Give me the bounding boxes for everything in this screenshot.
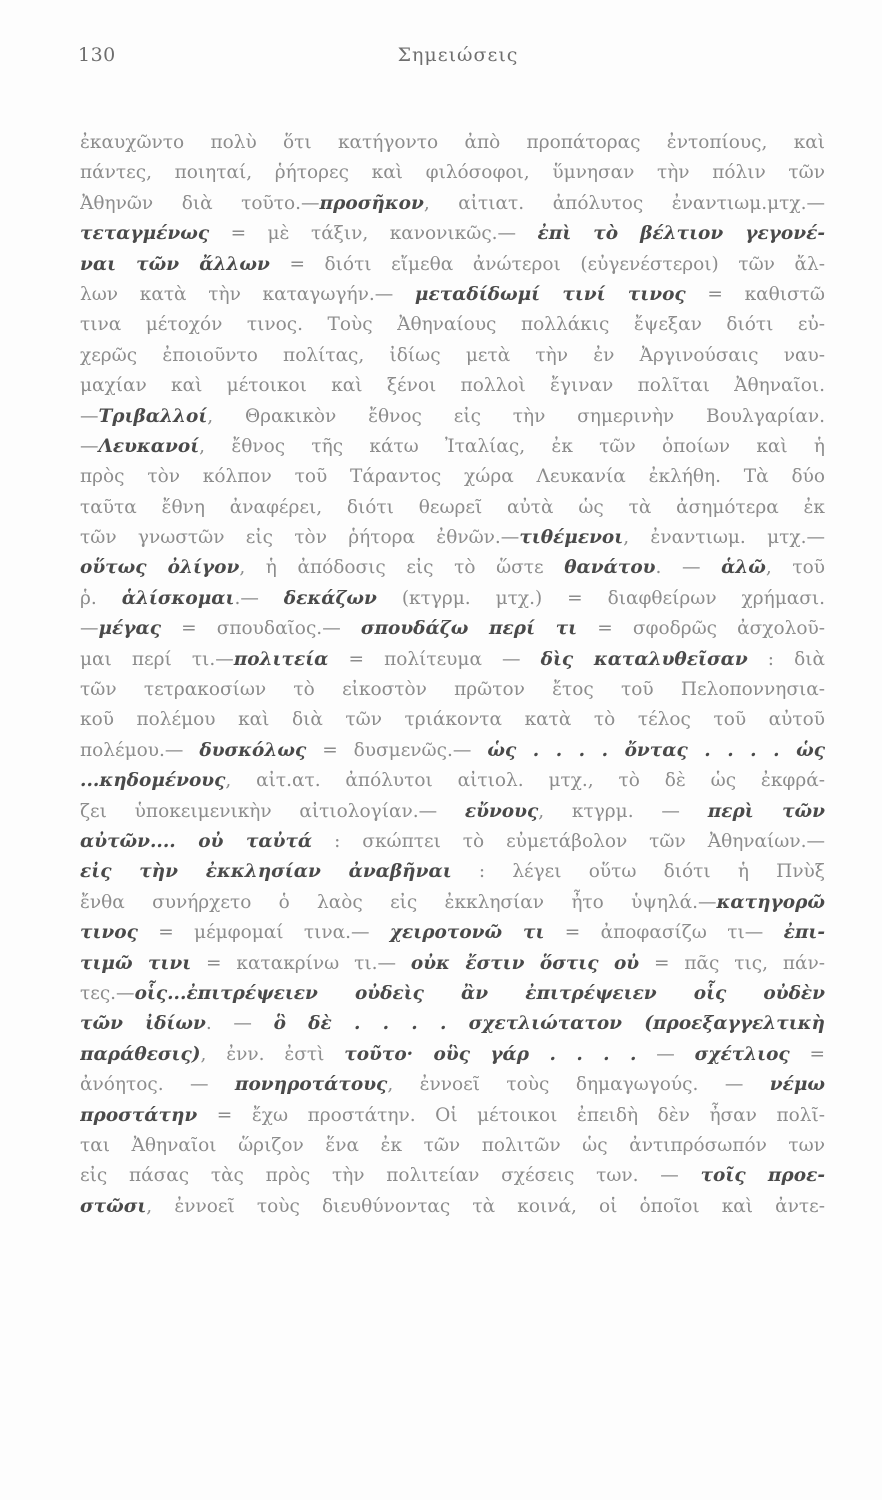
- gloss-text: : διὰ: [747, 648, 825, 670]
- text-line: [80, 1070, 825, 1100]
- gloss-text: εἰς πάσας τὰς πρὸς τὴν πολιτείαν σχέσεις των. —: [80, 1165, 701, 1187]
- gloss-text: , Θρακικὸν ἔθνος εἰς τὴν σημερινὴν Βουλγαρίαν.: [207, 405, 825, 427]
- lemma-term: ὡς . . . . ὄντας . . . . ὡς: [487, 739, 825, 761]
- gloss-text: . —: [655, 557, 722, 579]
- gloss-text: τινα μέτοχόν τινος. Τοὺς Ἀθηναίους πολλάκις ἔψεξαν διότι εὐ-: [80, 314, 825, 336]
- lemma-term: κατηγορῶ: [716, 891, 825, 913]
- lemma-term: ...κηδομένους: [80, 770, 226, 792]
- lemma-term: εὔνους: [464, 800, 539, 822]
- lemma-term: τιθέμενοι: [519, 527, 624, 549]
- lemma-term: μεταδίδωμί τινί τινος: [414, 283, 686, 305]
- gloss-text: = μέμφομαί τινα.—: [137, 922, 390, 944]
- gloss-text: = καθιστῶ: [685, 283, 825, 305]
- lemma-term: προστάτην: [80, 1104, 198, 1126]
- gloss-text: ζει ὑποκειμενικὴν αἰτιολογίαν.—: [80, 800, 465, 822]
- gloss-text: τῶν γνωστῶν εἰς τὸν ῥήτορα ἐθνῶν.—: [80, 527, 520, 549]
- lemma-term: μέγας: [98, 618, 162, 640]
- gloss-text: , ἡ ἀπόδοσις εἰς τὸ ὥστε: [239, 557, 565, 579]
- lemma-term: ἐπι-: [783, 922, 825, 944]
- text-line: [80, 827, 825, 857]
- text-line: [80, 280, 825, 310]
- gloss-text: : λέγει οὕτω διότι ἡ Πνὺξ: [451, 861, 825, 883]
- gloss-text: = ἔχω προστάτην. Οἱ μέτοικοι ἐπειδὴ δὲν ἦσαν πολῖ-: [197, 1104, 825, 1126]
- lemma-term: ἁλίσκομαι: [121, 587, 235, 609]
- gloss-text: (κτγρμ. μτχ.) = διαφθείρων χρήμασι.: [376, 587, 825, 609]
- lemma-term: τιμῶ τινι: [80, 952, 192, 974]
- text-line: [80, 645, 825, 675]
- gloss-text: , αἰτιατ. ἀπόλυτος ἐναντιωμ.μτχ.—: [423, 192, 825, 214]
- gloss-text: .—: [234, 587, 284, 609]
- gloss-text: κοῦ πολέμου καὶ διὰ τῶν τριάκοντα κατὰ τὸ τέλος τοῦ αὐτοῦ: [80, 709, 825, 731]
- text-line: [80, 1009, 825, 1039]
- lemma-term: σπουδάζω περί τι: [360, 618, 578, 640]
- gloss-text: = διότι εἴμεθα ἀνώτεροι (εὐγενέστεροι) τῶν ἄλ-: [269, 253, 825, 275]
- text-line: [80, 857, 825, 887]
- gloss-text: = ἀποφασίζω τι—: [544, 922, 784, 944]
- text-line: [80, 979, 825, 1009]
- lemma-term: παράθεσις): [80, 1043, 201, 1065]
- gloss-text: —: [80, 435, 99, 457]
- bleed-through-footnotes: [80, 1170, 825, 1390]
- gloss-text: ἐκαυχῶντο πολὺ ὅτι κατήγοντο ἀπὸ προπάτορας ἐντοπίους, καὶ: [80, 132, 825, 153]
- gloss-text: = πολίτευμα —: [328, 648, 541, 670]
- text-line: [80, 432, 825, 462]
- lemma-term: σχέτλιος: [694, 1043, 790, 1065]
- gloss-text: χερῶς ἐποιοῦντο πολίτας, ἰδίως μετὰ τὴν ἐν Ἀργινούσαις ναυ-: [80, 344, 825, 366]
- gloss-text: , τοῦ: [765, 557, 825, 579]
- page-number: 130: [78, 44, 116, 66]
- gloss-text: = δυσμενῶς.—: [306, 739, 488, 761]
- text-line: [80, 371, 825, 401]
- gloss-text: τῶν τετρακοσίων τὸ εἰκοστὸν πρῶτον ἔτος τοῦ Πελοποννησια-: [80, 679, 825, 701]
- lemma-term: τεταγμένως: [80, 223, 210, 245]
- text-line: [80, 250, 825, 280]
- gloss-text: ῥ.: [80, 587, 122, 609]
- lemma-term: οἷς...ἐπιτρέψειεν οὐδεὶς ἂν ἐπιτρέψειεν οἷς οὐδὲν: [134, 982, 825, 1004]
- gloss-text: μαχίαν καὶ μέτοικοι καὶ ξένοι πολλοὶ ἔγιναν πολῖται Ἀθηναῖοι.: [80, 375, 825, 397]
- running-title: Σημειώσεις: [397, 44, 519, 66]
- gloss-text: , κτγρμ. —: [538, 800, 708, 822]
- lemma-term: εἰς τὴν ἐκκλησίαν ἀναβῆναι: [80, 861, 452, 883]
- gloss-text: , ἐνν. ἐστὶ: [200, 1043, 345, 1065]
- gloss-text: ἔνθα συνήρχετο ὁ λαὸς εἰς ἐκκλησίαν ἦτο ὑψηλά.—: [80, 891, 717, 913]
- text-line: [80, 1101, 825, 1131]
- gloss-text: ἀνόητος. —: [80, 1074, 235, 1096]
- text-line: [80, 949, 825, 979]
- gloss-text: = σπουδαῖος.—: [161, 618, 361, 640]
- text-line: [80, 523, 825, 553]
- lemma-term: δὶς καταλυθεῖσαν: [540, 648, 748, 670]
- lemma-term: νέμω: [769, 1074, 825, 1096]
- text-line: [80, 675, 825, 705]
- text-line: [80, 888, 825, 918]
- text-line: [80, 128, 825, 158]
- lemma-term: τινος: [80, 922, 138, 944]
- gloss-text: =: [789, 1043, 825, 1065]
- gloss-text: ταῦτα ἔθνη ἀναφέρει, διότι θεωρεῖ αὐτὰ ὡς τὰ ἀσημότερα ἐκ: [80, 496, 825, 518]
- gloss-text: , ἐννοεῖ τοὺς διευθύνοντας τὰ κοινά, οἱ ὁποῖοι καὶ ἀντε-: [146, 1195, 825, 1217]
- gloss-text: μαι περί τι.—: [80, 648, 234, 670]
- gloss-text: λων κατὰ τὴν καταγωγήν.—: [80, 283, 415, 305]
- text-line: [80, 219, 825, 249]
- gloss-text: , αἰτ.ατ. ἀπόλυτοι αἰτιολ. μτχ., τὸ δὲ ὡς ἐκφρά-: [225, 770, 825, 792]
- bleed-through-header: [320, 56, 800, 76]
- lemma-term: πονηροτάτους: [234, 1074, 388, 1096]
- gloss-text: = σφοδρῶς ἀσχολοῦ-: [577, 618, 825, 640]
- lemma-term: οὐκ ἔστιν ὅστις οὐ: [410, 952, 640, 974]
- text-line: [80, 705, 825, 735]
- text-line: [80, 797, 825, 827]
- lemma-term: τῶν ἰδίων: [80, 1013, 206, 1035]
- gloss-text: πάντες, ποιηταί, ῥήτορες καὶ φιλόσοφοι, ὕμνησαν τὴν πόλιν τῶν: [80, 162, 825, 184]
- lemma-term: δυσκόλως: [199, 739, 307, 761]
- gloss-text: —: [636, 1043, 695, 1065]
- lemma-term: οὕτως ὀλίγον: [80, 557, 240, 579]
- text-line: [80, 158, 825, 188]
- text-line: [80, 493, 825, 523]
- lemma-term: περὶ τῶν: [707, 800, 825, 822]
- gloss-text: τες.—: [80, 982, 135, 1004]
- lemma-term: ναι τῶν ἄλλων: [80, 253, 270, 275]
- text-line: [80, 553, 825, 583]
- text-line: [80, 462, 825, 492]
- lemma-term: Λευκανοί: [98, 435, 200, 457]
- gloss-text: = κατακρίνω τι.—: [191, 952, 411, 974]
- gloss-text: = μὲ τάξιν, κανονικῶς.—: [209, 223, 538, 245]
- gloss-text: —: [80, 405, 99, 427]
- lemma-term: ἐπὶ τὸ βέλτιον γεγονέ-: [537, 223, 825, 245]
- text-line: [80, 341, 825, 371]
- lemma-term: τοῦτο· οὓς γάρ . . . .: [344, 1043, 637, 1065]
- lemma-term: θανάτου: [564, 557, 656, 579]
- lemma-term: ὃ δὲ . . . . σχετλιώτατον (προεξαγγελτικὴ: [273, 1013, 825, 1035]
- gloss-text: , ἐναντιωμ. μτχ.—: [623, 527, 825, 549]
- lemma-term: ἁλῶ: [721, 557, 766, 579]
- text-line: [80, 736, 825, 766]
- text-line: [80, 614, 825, 644]
- text-line: [80, 918, 825, 948]
- lemma-term: δεκάζων: [283, 587, 377, 609]
- lemma-term: χειροτονῶ τι: [389, 922, 545, 944]
- lemma-term: Τριβαλλοί: [98, 405, 208, 427]
- text-line: [80, 402, 825, 432]
- gloss-text: : σκώπτει τὸ εὐμετάβολον τῶν Ἀθηναίων.—: [312, 830, 825, 852]
- text-line: [80, 310, 825, 340]
- gloss-text: = πᾶς τις, πάν-: [639, 952, 825, 974]
- text-line: [80, 189, 825, 219]
- gloss-text: , ἐννοεῖ τοὺς δημαγωγούς. —: [387, 1074, 770, 1096]
- gloss-text: . —: [205, 1013, 274, 1035]
- lemma-term: στῶσι: [80, 1195, 147, 1217]
- text-line: [80, 766, 825, 796]
- text-line: [80, 584, 825, 614]
- notes-body: [80, 128, 825, 1222]
- gloss-text: πολέμου.—: [80, 739, 200, 761]
- text-line: [80, 1131, 825, 1161]
- gloss-text: , ἔθνος τῆς κάτω Ἰταλίας, ἐκ τῶν ὁποίων καὶ ἡ: [199, 435, 825, 457]
- lemma-term: προσῆκον: [319, 192, 424, 214]
- gloss-text: —: [80, 618, 99, 640]
- gloss-text: πρὸς τὸν κόλπον τοῦ Τάραντος χώρα Λευκανία ἐκλήθη. Τὰ δύο: [80, 466, 825, 488]
- lemma-term: πολιτεία: [233, 648, 329, 670]
- lemma-term: τοῖς προε-: [700, 1165, 825, 1187]
- lemma-term: αὐτῶν.... οὐ ταὐτά: [80, 830, 313, 852]
- gloss-text: ται Ἀθηναῖοι ὥριζον ἕνα ἐκ τῶν πολιτῶν ὡς ἀντιπρόσωπόν των: [80, 1134, 825, 1156]
- gloss-text: Ἀθηνῶν διὰ τοῦτο.—: [80, 192, 320, 214]
- text-line: [80, 1040, 825, 1070]
